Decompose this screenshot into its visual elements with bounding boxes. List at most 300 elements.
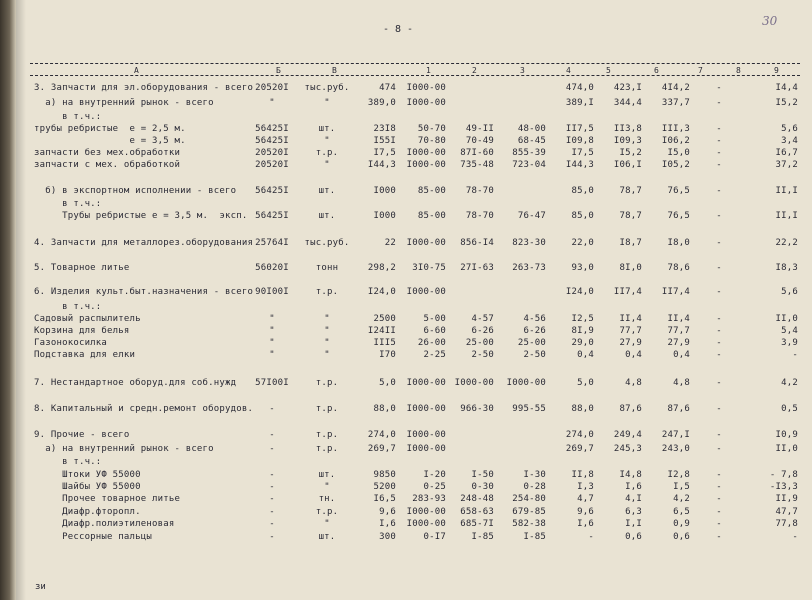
cell-c7: 27,9 [667, 338, 690, 348]
cell-c6: II,4 [619, 314, 642, 324]
cell-unit: " [324, 519, 330, 529]
row-label: Трубы ребристые е = 3,5 м. эксп. [34, 211, 248, 221]
cell-c5: 274,0 [565, 430, 594, 440]
cell-c3: 4-57 [471, 314, 494, 324]
cell-c4: I-30 [523, 470, 546, 480]
cell-c8: - [716, 444, 722, 454]
cell-code: 20520I [255, 148, 289, 158]
row-label: 3. Запчасти для эл.оборудования - всего [34, 83, 254, 93]
row-label: Рессорные пальцы [34, 532, 152, 542]
column-header-11: 8 [736, 66, 741, 75]
cell-c9: II,9 [775, 494, 798, 504]
cell-c5: 88,0 [571, 404, 594, 414]
cell-c1: I000 [373, 211, 396, 221]
cell-c2: I000-00 [406, 98, 446, 108]
cell-c6: I8,7 [619, 238, 642, 248]
cell-c6: I09,3 [613, 136, 642, 146]
cell-c5: 5,0 [577, 378, 594, 388]
cell-c5: 22,0 [571, 238, 594, 248]
cell-c5: II,8 [571, 470, 594, 480]
cell-c6: II3,8 [613, 124, 642, 134]
cell-c7: I5,0 [667, 148, 690, 158]
cell-c1: 9850 [373, 470, 396, 480]
cell-c2: 50-70 [417, 124, 446, 134]
row-label: Садовый распылитель [34, 314, 141, 324]
row-label: Корзина для белья [34, 326, 130, 336]
cell-c8: - [716, 350, 722, 360]
column-header-12: 9 [774, 66, 779, 75]
cell-c8: - [716, 494, 722, 504]
cell-c1: I44,3 [367, 160, 396, 170]
column-header-10: 7 [698, 66, 703, 75]
cell-c4: 679-85 [512, 507, 546, 517]
cell-c3: 78-70 [465, 211, 494, 221]
cell-c5: I44,3 [565, 160, 594, 170]
cell-code: " [269, 350, 275, 360]
cell-c8: - [716, 404, 722, 414]
column-header-5: 2 [472, 66, 477, 75]
cell-code: 56425I [255, 136, 289, 146]
cell-c9: 4,2 [781, 378, 798, 388]
cell-c9: 3,9 [781, 338, 798, 348]
cell-code: - [269, 519, 275, 529]
cell-c5: I,3 [577, 482, 594, 492]
cell-c2: 0-I7 [423, 532, 446, 542]
cell-c5: 269,7 [565, 444, 594, 454]
cell-c3: I-50 [471, 470, 494, 480]
cell-c1: 23I8 [373, 124, 396, 134]
cell-c2: I000-00 [406, 238, 446, 248]
cell-c8: - [716, 238, 722, 248]
cell-c2: I000-00 [406, 160, 446, 170]
cell-c5: 93,0 [571, 263, 594, 273]
cell-c9: 47,7 [775, 507, 798, 517]
cell-c6: I4,8 [619, 470, 642, 480]
cell-c2: 70-80 [417, 136, 446, 146]
cell-c8: - [716, 532, 722, 542]
cell-c3: 49-II [465, 124, 494, 134]
cell-c5: I2,5 [571, 314, 594, 324]
cell-c3: 2-50 [471, 350, 494, 360]
cell-c7: I2,8 [667, 470, 690, 480]
cell-c2: I000-00 [406, 148, 446, 158]
cell-unit: " [324, 482, 330, 492]
row-label: б) в экспортном исполнении - всего [34, 186, 237, 196]
cell-c4: I000-00 [506, 378, 546, 388]
cell-c9: 5,6 [781, 287, 798, 297]
cell-c7: 76,5 [667, 186, 690, 196]
cell-c2: I000-00 [406, 83, 446, 93]
row-label: Диафр.фторопл. [34, 507, 141, 517]
cell-c9: 37,2 [775, 160, 798, 170]
cell-code: 25764I [255, 238, 289, 248]
cell-c2: I000-00 [406, 507, 446, 517]
cell-code: 20520I [255, 83, 289, 93]
cell-c5: I7,5 [571, 148, 594, 158]
cell-c3: 735-48 [460, 160, 494, 170]
cell-c6: II7,4 [613, 287, 642, 297]
cell-c9: I5,2 [775, 98, 798, 108]
cell-c4: 263-73 [512, 263, 546, 273]
cell-c1: I7,5 [373, 148, 396, 158]
cell-unit: " [324, 326, 330, 336]
cell-c7: II,4 [667, 314, 690, 324]
cell-c5: II7,5 [565, 124, 594, 134]
cell-c4: 995-55 [512, 404, 546, 414]
binding-edge [0, 0, 16, 600]
cell-c6: I06,I [613, 160, 642, 170]
cell-unit: " [324, 314, 330, 324]
cell-c2: 6-60 [423, 326, 446, 336]
cell-c2: 5-00 [423, 314, 446, 324]
cell-code: - [269, 494, 275, 504]
cell-c3: 70-49 [465, 136, 494, 146]
row-label: е = 3,5 м. [34, 136, 186, 146]
cell-c7: 243,0 [661, 444, 690, 454]
cell-code: 56425I [255, 186, 289, 196]
cell-unit: тыс.руб. [304, 83, 350, 93]
cell-c4: 823-30 [512, 238, 546, 248]
cell-c8: - [716, 326, 722, 336]
cell-code: 20520I [255, 160, 289, 170]
cell-unit: т.р. [315, 287, 339, 297]
row-label: 6. Изделия культ.быт.назначения - всего [34, 287, 254, 297]
cell-c8: - [716, 470, 722, 480]
cell-c9: - [792, 532, 798, 542]
cell-c7: 87,6 [667, 404, 690, 414]
cell-c1: 5,0 [379, 378, 396, 388]
cell-c8: - [716, 507, 722, 517]
cell-c3: 87I-60 [460, 148, 494, 158]
row-label: а) на внутренний рынок - всего [34, 98, 214, 108]
cell-code: " [269, 98, 275, 108]
cell-unit: " [324, 136, 330, 146]
cell-c9: II,I [775, 186, 798, 196]
cell-c5: I,6 [577, 519, 594, 529]
cell-c4: 2-50 [523, 350, 546, 360]
header-rule-bottom [30, 75, 800, 76]
row-label: 7. Нестандартное оборуд.для соб.нужд [34, 378, 237, 388]
cell-c9: - 7,8 [769, 470, 798, 480]
row-label: Газонокосилка [34, 338, 108, 348]
cell-unit: шт. [318, 470, 336, 480]
cell-c8: - [716, 287, 722, 297]
cell-c5: 389,I [565, 98, 594, 108]
cell-c7: I06,2 [661, 136, 690, 146]
cell-unit: т.р. [315, 507, 339, 517]
cell-c4: 254-80 [512, 494, 546, 504]
page-fold-shadow [16, 0, 26, 600]
row-label: трубы ребристые е = 2,5 м. [34, 124, 186, 134]
cell-c4: 855-39 [512, 148, 546, 158]
cell-unit: тыс.руб. [304, 238, 350, 248]
cell-c7: 337,7 [661, 98, 690, 108]
cell-c4: 6-26 [523, 326, 546, 336]
cell-c6: 4,8 [625, 378, 642, 388]
cell-c6: 27,9 [619, 338, 642, 348]
cell-code: " [269, 338, 275, 348]
cell-c7: 0,6 [673, 532, 690, 542]
cell-c8: - [716, 211, 722, 221]
cell-c1: 474 [379, 83, 396, 93]
cell-c4: 76-47 [517, 211, 546, 221]
cell-unit: т.р. [315, 378, 339, 388]
cell-c7: 4I4,2 [661, 83, 690, 93]
cell-code: - [269, 430, 275, 440]
row-label: 4. Запчасти для металлорез.оборудования [34, 238, 254, 248]
cell-c5: 8I,9 [571, 326, 594, 336]
cell-c4: 0-28 [523, 482, 546, 492]
cell-c7: II7,4 [661, 287, 690, 297]
cell-c9: I6,7 [775, 148, 798, 158]
cell-code: - [269, 404, 275, 414]
cell-c5: 9,6 [577, 507, 594, 517]
cell-unit: шт. [318, 211, 336, 221]
cell-c3: 25-00 [465, 338, 494, 348]
cell-c1: 88,0 [373, 404, 396, 414]
cell-c9: I4,4 [775, 83, 798, 93]
cell-c2: I000-00 [406, 287, 446, 297]
cell-c7: I8,0 [667, 238, 690, 248]
cell-c9: II,0 [775, 314, 798, 324]
cell-c9: 5,4 [781, 326, 798, 336]
column-header-8: 5 [606, 66, 611, 75]
cell-c6: 78,7 [619, 186, 642, 196]
cell-c3: 6-26 [471, 326, 494, 336]
column-header-7: 4 [566, 66, 571, 75]
cell-c6: 423,I [613, 83, 642, 93]
cell-unit: " [324, 160, 330, 170]
cell-c1: I6,5 [373, 494, 396, 504]
cell-c1: I55I [373, 136, 396, 146]
handwritten-page-number: 30 [762, 14, 778, 28]
cell-c3: I-85 [471, 532, 494, 542]
cell-c2: 85-00 [417, 186, 446, 196]
row-label: в т.ч.: [34, 112, 102, 122]
cell-c5: 85,0 [571, 186, 594, 196]
cell-unit: т.р. [315, 430, 339, 440]
cell-code: - [269, 444, 275, 454]
cell-c1: I24,0 [367, 287, 396, 297]
footer-mark: зи [35, 582, 46, 592]
row-label: в т.ч.: [34, 199, 102, 209]
cell-c7: 247,I [661, 430, 690, 440]
cell-c6: 0,6 [625, 532, 642, 542]
cell-unit: шт. [318, 124, 336, 134]
cell-c8: - [716, 124, 722, 134]
cell-c1: I24II [367, 326, 396, 336]
cell-c1: 274,0 [367, 430, 396, 440]
cell-code: 56425I [255, 211, 289, 221]
cell-c9: 22,2 [775, 238, 798, 248]
cell-code: 56425I [255, 124, 289, 134]
column-header-9: 6 [654, 66, 659, 75]
cell-code: - [269, 470, 275, 480]
cell-c6: 77,7 [619, 326, 642, 336]
page-number: - 8 - [382, 24, 414, 35]
row-label: а) на внутренний рынок - всего [34, 444, 214, 454]
cell-c1: 9,6 [379, 507, 396, 517]
cell-c8: - [716, 83, 722, 93]
cell-code: " [269, 314, 275, 324]
cell-c1: 300 [379, 532, 396, 542]
cell-c6: I,6 [625, 482, 642, 492]
cell-unit: шт. [318, 186, 336, 196]
cell-c1: 22 [384, 238, 396, 248]
cell-c6: I,I [625, 519, 642, 529]
cell-unit: т.р. [315, 404, 339, 414]
row-label: Диафр.полиэтиленовая [34, 519, 175, 529]
row-label: запчасти с мех. обработкой [34, 160, 181, 170]
row-label: 8. Капитальный и средн.ремонт оборудов. [34, 404, 254, 414]
cell-unit: т.р. [315, 148, 339, 158]
cell-unit: тн. [318, 494, 336, 504]
cell-c7: 76,5 [667, 211, 690, 221]
cell-c3: 966-30 [460, 404, 494, 414]
column-header-6: 3 [520, 66, 525, 75]
cell-c7: 78,6 [667, 263, 690, 273]
row-label: Штоки УФ 55000 [34, 470, 141, 480]
cell-c4: 723-04 [512, 160, 546, 170]
cell-c3: 27I-63 [460, 263, 494, 273]
cell-code: 90I00I [255, 287, 289, 297]
cell-c8: - [716, 186, 722, 196]
cell-c2: I000-00 [406, 519, 446, 529]
row-label: в т.ч.: [34, 302, 102, 312]
row-label: Шайбы УФ 55000 [34, 482, 141, 492]
cell-c6: 344,4 [613, 98, 642, 108]
cell-c2: I000-00 [406, 430, 446, 440]
header-rule-top [30, 63, 800, 64]
cell-c6: 6,3 [625, 507, 642, 517]
cell-c9: -I3,3 [769, 482, 798, 492]
cell-c3: 248-48 [460, 494, 494, 504]
cell-c6: I5,2 [619, 148, 642, 158]
column-header-2: Б [276, 66, 281, 75]
cell-c1: 5200 [373, 482, 396, 492]
cell-code: " [269, 326, 275, 336]
cell-c7: III,3 [661, 124, 690, 134]
cell-c7: I05,2 [661, 160, 690, 170]
cell-c2: I000-00 [406, 444, 446, 454]
cell-c4: I-85 [523, 532, 546, 542]
column-header-1: А [134, 66, 139, 75]
cell-c3: 78-70 [465, 186, 494, 196]
cell-c6: 87,6 [619, 404, 642, 414]
row-label: Подставка для елки [34, 350, 136, 360]
cell-c6: 8I,0 [619, 263, 642, 273]
cell-c8: - [716, 136, 722, 146]
cell-c1: 2500 [373, 314, 396, 324]
cell-c6: 249,4 [613, 430, 642, 440]
cell-code: 57I00I [255, 378, 289, 388]
cell-c9: 77,8 [775, 519, 798, 529]
cell-code: - [269, 482, 275, 492]
cell-c1: I000 [373, 186, 396, 196]
cell-unit: тонн [315, 263, 339, 273]
cell-c2: 0-25 [423, 482, 446, 492]
cell-c8: - [716, 430, 722, 440]
cell-c6: 78,7 [619, 211, 642, 221]
cell-code: 56020I [255, 263, 289, 273]
cell-c6: 4,I [625, 494, 642, 504]
column-header-4: 1 [426, 66, 431, 75]
cell-c6: 245,3 [613, 444, 642, 454]
cell-c7: 6,5 [673, 507, 690, 517]
cell-c9: II,I [775, 211, 798, 221]
row-label: 5. Товарное литье [34, 263, 130, 273]
cell-c5: I09,8 [565, 136, 594, 146]
cell-c9: - [792, 350, 798, 360]
cell-c7: 0,4 [673, 350, 690, 360]
cell-c3: 658-63 [460, 507, 494, 517]
cell-c2: 26-00 [417, 338, 446, 348]
cell-c1: III5 [373, 338, 396, 348]
cell-c1: 389,0 [367, 98, 396, 108]
cell-c3: I000-00 [454, 378, 494, 388]
row-label: Прочее товарное литье [34, 494, 181, 504]
cell-c2: 3I0-75 [412, 263, 446, 273]
cell-c9: I8,3 [775, 263, 798, 273]
cell-c4: 582-38 [512, 519, 546, 529]
cell-c9: II,0 [775, 444, 798, 454]
cell-c2: I-20 [423, 470, 446, 480]
cell-c8: - [716, 263, 722, 273]
cell-c5: 0,4 [577, 350, 594, 360]
cell-c2: 283-93 [412, 494, 446, 504]
cell-unit: " [324, 338, 330, 348]
cell-c5: 29,0 [571, 338, 594, 348]
cell-c8: - [716, 148, 722, 158]
cell-c7: 0,9 [673, 519, 690, 529]
cell-c9: 3,4 [781, 136, 798, 146]
cell-c8: - [716, 378, 722, 388]
cell-unit: шт. [318, 532, 336, 542]
cell-unit: " [324, 350, 330, 360]
cell-c4: 4-56 [523, 314, 546, 324]
cell-c3: 685-7I [460, 519, 494, 529]
cell-c8: - [716, 160, 722, 170]
cell-c5: 474,0 [565, 83, 594, 93]
cell-c9: 5,6 [781, 124, 798, 134]
cell-c5: 4,7 [577, 494, 594, 504]
cell-c2: I000-00 [406, 378, 446, 388]
cell-c4: 68-45 [517, 136, 546, 146]
cell-c3: 0-30 [471, 482, 494, 492]
cell-c5: 85,0 [571, 211, 594, 221]
cell-c7: 4,8 [673, 378, 690, 388]
cell-c8: - [716, 338, 722, 348]
cell-code: - [269, 532, 275, 542]
cell-c7: 77,7 [667, 326, 690, 336]
cell-unit: т.р. [315, 444, 339, 454]
cell-c8: - [716, 314, 722, 324]
cell-c1: 298,2 [367, 263, 396, 273]
cell-c5: - [588, 532, 594, 542]
row-label: в т.ч.: [34, 457, 102, 467]
cell-c4: 48-00 [517, 124, 546, 134]
cell-c8: - [716, 482, 722, 492]
cell-c2: 85-00 [417, 211, 446, 221]
cell-c7: 4,2 [673, 494, 690, 504]
cell-c4: 25-00 [517, 338, 546, 348]
cell-c8: - [716, 519, 722, 529]
cell-c8: - [716, 98, 722, 108]
row-label: запчасти без мех.обработки [34, 148, 181, 158]
cell-code: - [269, 507, 275, 517]
cell-c2: I000-00 [406, 404, 446, 414]
cell-c6: 0,4 [625, 350, 642, 360]
